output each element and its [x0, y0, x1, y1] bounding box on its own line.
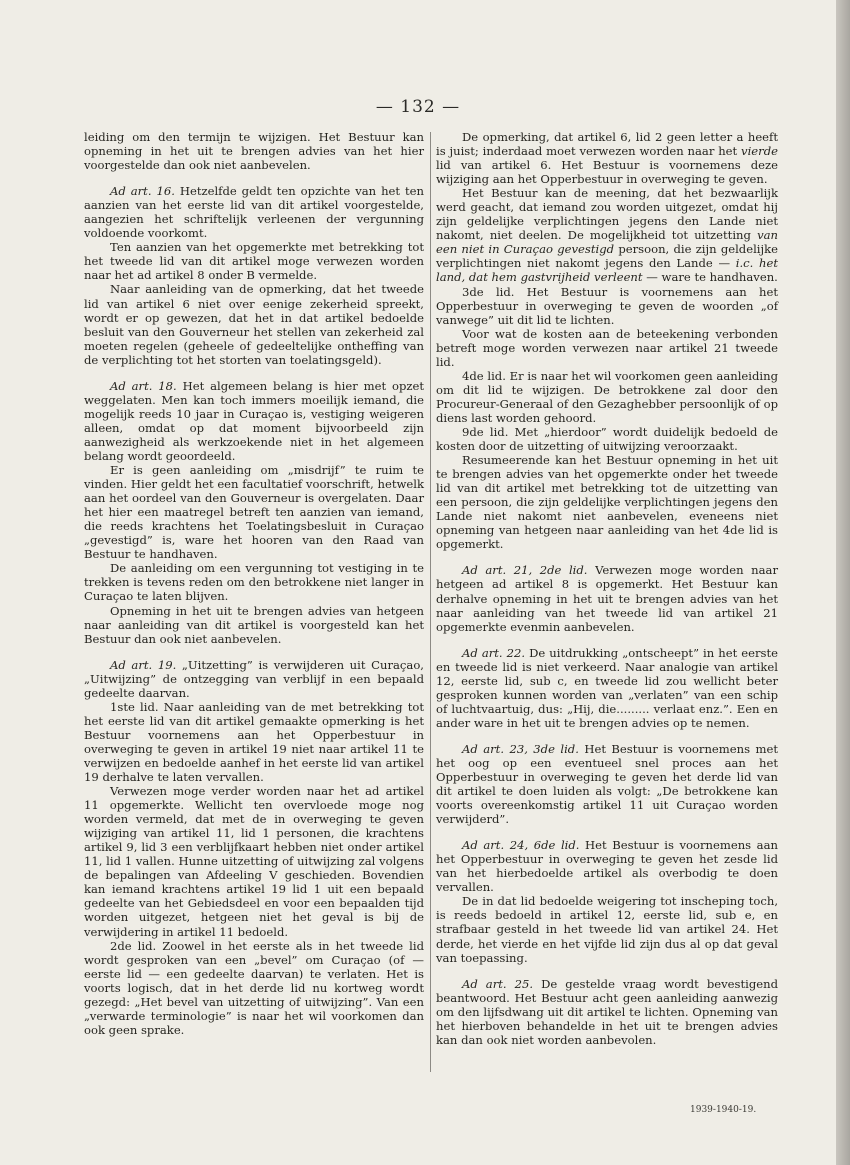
- article-label: Ad art. 24, 6de lid.: [462, 838, 580, 853]
- column-divider: [430, 132, 431, 1072]
- paragraph: Naar aanleiding van de opmerking, dat het tweede lid van artikel 6 niet over eenige zekerheid spreekt, wordt er op gewezen, dat het in dat artikel bedoelde besluit van den Gouverneur het stellen van zekerheid zal moeten regelen (geheele of gedeeltelijke ontheffing van de verplichting tot het storten van toelatingsgeld).: [84, 282, 424, 367]
- footer-code: 1939-1940-19.: [690, 1105, 757, 1115]
- paragraph: Ad art. 24, 6de lid. Het Bestuur is voornemens aan het Opperbestuur in overweging te geven het zesde lid van het hierbedoelde artikel als overbodig te doen vervallen.: [436, 838, 778, 895]
- paragraph: Ad art. 22. De uitdrukking „ontscheept” in het eerste en tweede lid is niet verkeerd. Naar analogie van artikel 12, eerste lid, sub c, en tweede lid zou wellicht beter gesproken kunnen worden van „verlaten” van een schip of luchtvaartuig, dus: „Hij, die......... verlaat enz.”. Een en ander ware in het uit te brengen advies op te nemen.: [436, 645, 778, 730]
- article-label: Ad art. 22.: [462, 645, 526, 660]
- paragraph: Ad art. 19. „Uitzetting” is verwijderen uit Curaçao, „Uitwijzing” de ontzegging van verblijf in een bepaald gedeelte daarvan.: [84, 657, 424, 700]
- article-label: Ad art. 21, 2de lid.: [462, 563, 588, 578]
- paragraph: Resumeerende kan het Bestuur opneming in het uit te brengen advies van het opgemerkte onder het tweede lid van dit artikel met betrekking tot de uitzetting van een persoon, die zijn geldelijke verplichtingen jegens den Lande niet nakomt niet aanbevelen, eveneens niet opneming van hetgeen naar aanleiding van het 4de lid is opgemerkt.: [436, 453, 778, 552]
- paragraph: Ten aanzien van het opgemerkte met betrekking tot het tweede lid van dit artikel moge verwezen worden naar het ad artikel 8 onder B vermelde.: [84, 240, 424, 283]
- paragraph: Verwezen moge verder worden naar het ad artikel 11 opgemerkte. Wellicht ten overvloede moge nog worden vermeld, dat met de in overweging te geven wijziging van artikel 11, lid 1 personen, die krachtens artikel 9, lid 3 een verblijfkaart hebben niet onder artikel 11, lid 1 vallen. Hunne uitzetting of uitwijzing zal volgens de bepalingen van Afdeeling V geschieden. Bovendien kan iemand krachtens artikel 19 lid 1 uit een bepaald gedeelte van het Gebiedsdeel en voor een bepaalden tijd worden uitgezet, hetgeen niet het geval is bij de verwijdering in artikel 11 bedoeld.: [84, 784, 424, 939]
- paragraph: De in dat lid bedoelde weigering tot inscheping toch, is reeds bedoeld in artikel 12, eerste lid, sub e, en strafbaar gesteld in het tweede lid van artikel 24. Het derde, het vierde en het vijfde lid zijn dus al op dat geval van toepassing.: [436, 894, 778, 965]
- paragraph: Ad art. 18. Het algemeen belang is hier met opzet weggelaten. Men kan toch immers moeilijk iemand, die mogelijk reeds 10 jaar in Curaçao is, vestiging weigeren alleen, omdat op dat moment bijvoorbeeld zijn aanwezigheid als werkzoekende niet in het algemeen belang wordt geoordeeld.: [84, 378, 425, 463]
- paragraph: Ad art. 21, 2de lid. Verwezen moge worden naar hetgeen ad artikel 8 is opgemerkt. Het Bestuur kan derhalve opneming in het uit te brengen advies van het naar aanleiding van het tweede lid van artikel 21 opgemerkte evenmin aanbevelen.: [436, 563, 778, 634]
- paragraph: Ad art. 23, 3de lid. Het Bestuur is voornemens met het oog op een eventueel snel proces aan het Opperbestuur in overweging te geven het derde lid van dit artikel te doen luiden als volgt: „De betrokkene kan voorts overeenkomstig artikel 11 uit Curaçao worden verwijderd”.: [436, 741, 778, 827]
- paragraph: De aanleiding om een vergunning tot vestiging in te trekken is tevens reden om den betrokkene niet langer in Curaçao te laten blijven.: [84, 561, 424, 604]
- paragraph: Er is geen aanleiding om „misdrijf” te ruim te vinden. Hier geldt het een facultatief voorschrift, hetwelk aan het oordeel van den Gouverneur is overgelaten. Daar het hier een maatregel betreft ten aanzien van iemand, die reeds krachtens het Toelatingsbesluit in Curaçao „gevestigd” is, ware het hooren van den Raad van Bestuur te handhaven.: [84, 463, 424, 562]
- page-edge: [836, 0, 850, 1165]
- paragraph: Het Bestuur kan de meening, dat het bezwaarlijk werd geacht, dat iemand zou worden uitgezet, omdat hij zijn geldelijke verplichtingen jegens den Lande niet nakomt, niet deelen. De mogelijkheid tot uitzetting van een niet in Curaçao gevestigd persoon, die zijn geldelijke verplichtingen niet nakomt jegens den Lande — i.c. het land, dat hem gastvrijheid verleent — ware te handhaven.: [436, 186, 778, 285]
- paragraph: De opmerking, dat artikel 6, lid 2 geen letter a heeft is juist; inderdaad moet verwezen worden naar het vierde lid van artikel 6. Het Bestuur is voornemens deze wijziging aan het Opperbestuur in overweging te geven.: [436, 130, 778, 187]
- paragraph: 3de lid. Het Bestuur is voornemens aan het Opperbestuur in overweging te geven de woorden „of vanwege” uit dit lid te lichten.: [436, 284, 778, 327]
- paragraph: 1ste lid. Naar aanleiding van de met betrekking tot het eerste lid van dit artikel gemaakte opmerking is het Bestuur voornemens aan het Opperbestuur in overweging te geven in artikel 19 niet naar artikel 11 te verwijzen en bedoelde aanhef in het eerste lid van artikel 19 derhalve te laten vervallen.: [84, 699, 424, 785]
- paragraph: 2de lid. Zoowel in het eerste als in het tweede lid wordt gesproken van een „bevel” om Curaçao (of — eerste lid — een gedeelte daarvan) te verlaten. Het is voorts logisch, dat in het derde lid nu kortweg wordt gezegd: „Het bevel van uitzetting of uitwijzing”. Van een „verwarde terminologie” is naar het wil voorkomen dan ook geen sprake.: [84, 938, 424, 1037]
- paragraph: Ad art. 25. De gestelde vraag wordt bevestigend beantwoord. Het Bestuur acht geen aanleiding aanwezig om den lijfsdwang uit dit artikel te lichten. Opneming van het hierboven behandelde in het uit te brengen advies kan dan ook niet worden aanbevolen.: [436, 976, 779, 1047]
- left-column: [84, 130, 424, 1037]
- paragraph: Opneming in het uit te brengen advies van hetgeen naar aanleiding van dit artikel is voorgesteld kan het Bestuur dan ook niet aanbevelen.: [84, 603, 424, 646]
- article-label: Ad art. 25.: [462, 976, 534, 991]
- article-label: Ad art. 18.: [110, 378, 177, 393]
- paragraph: 4de lid. Er is naar het wil voorkomen geen aanleiding om dit lid te wijzigen. De betrokkene zal door den Procureur-Generaal of den Gezaghebber persoonlijk of op diens last worden gehoord.: [436, 368, 778, 425]
- paragraph: Ad art. 16. Hetzelfde geldt ten opzichte van het ten aanzien van het eerste lid van dit artikel voorgestelde, aangezien het schriftelijk verleenen der vergunning voldoende voorkomt.: [84, 184, 424, 241]
- paragraph: leiding om den termijn te wijzigen. Het Bestuur kan opneming in het uit te brengen advies van het hier voorgestelde dan ook niet aanbevelen.: [84, 130, 424, 173]
- paragraph: Voor wat de kosten aan de beteekening verbonden betreft moge worden verwezen naar artikel 21 tweede lid.: [436, 326, 778, 369]
- page-number: — 132 —: [375, 97, 461, 117]
- right-column: [436, 130, 778, 1047]
- article-label: Ad art. 16.: [110, 184, 175, 199]
- article-label: Ad art. 23, 3de lid.: [462, 741, 579, 756]
- article-label: Ad art. 19.: [110, 657, 177, 672]
- paragraph: 9de lid. Met „hierdoor” wordt duidelijk bedoeld de kosten door de uitzetting of uitwijzing veroorzaakt.: [436, 424, 778, 454]
